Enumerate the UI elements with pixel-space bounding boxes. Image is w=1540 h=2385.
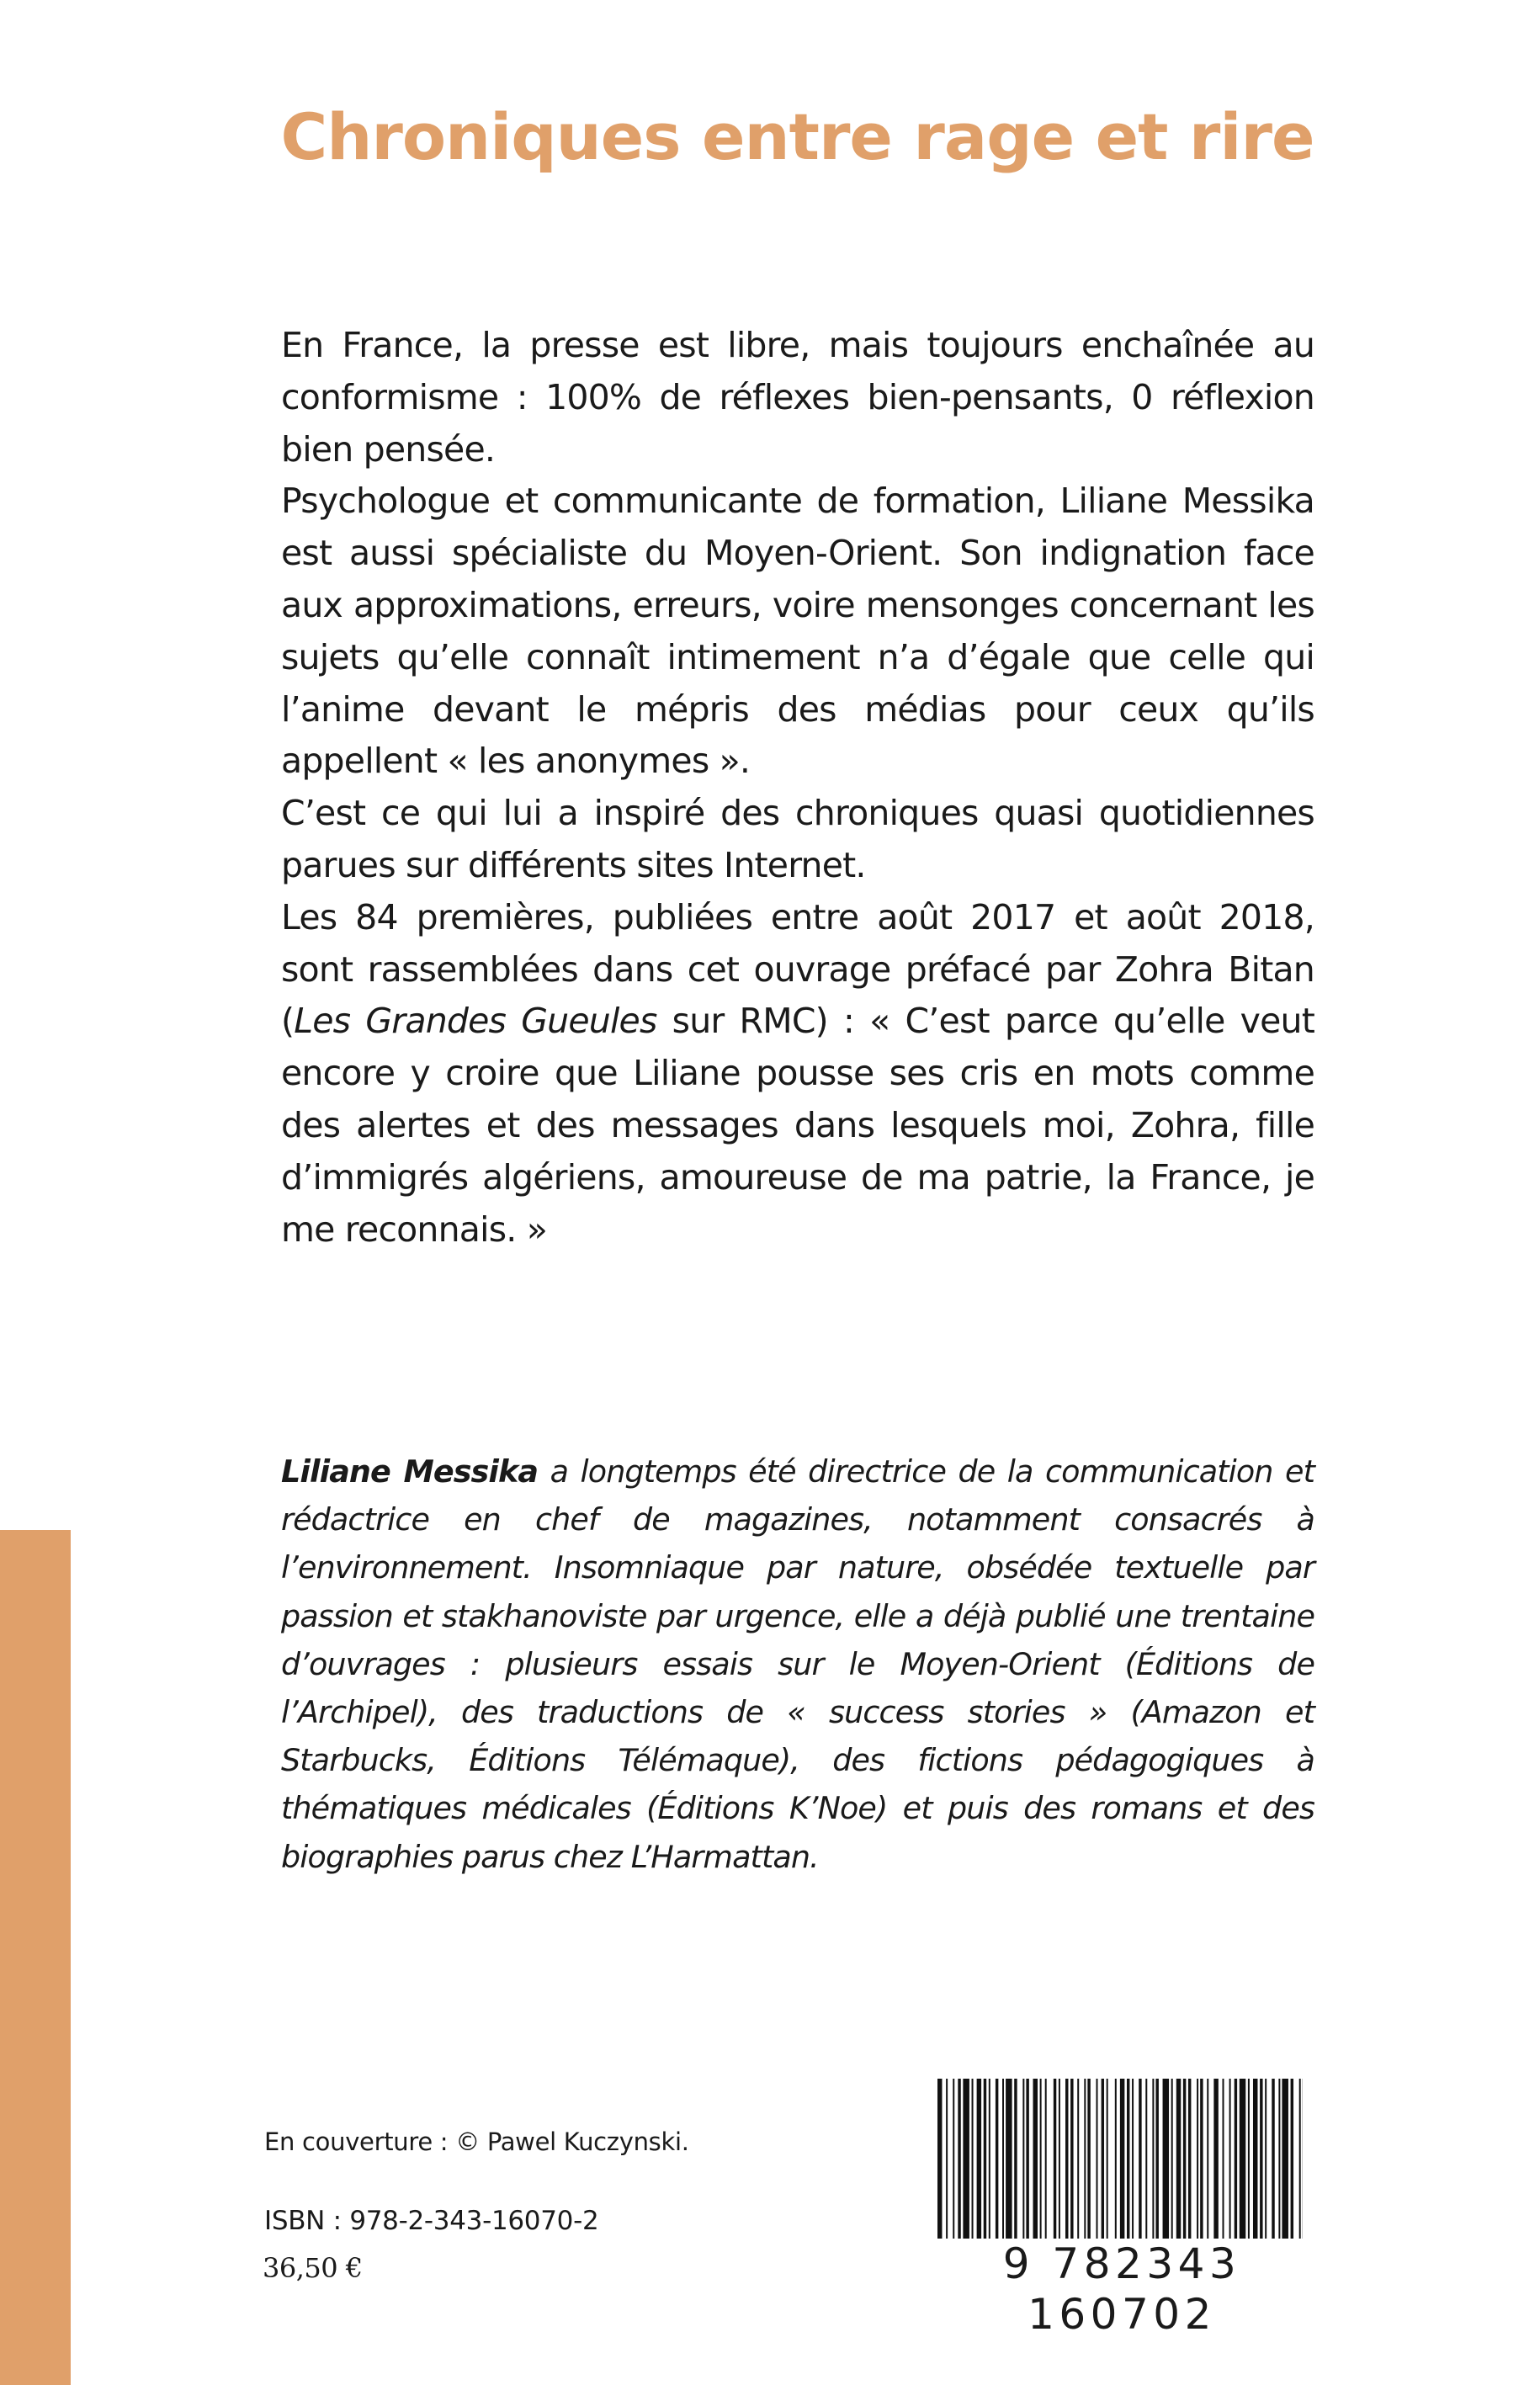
side-color-band xyxy=(0,1530,71,2385)
cover-credit: En couverture : © Pawel Kuczynski. xyxy=(264,2127,689,2156)
price: 36,50 € xyxy=(263,2252,363,2284)
blurb-p4-start: Les 84 premières, publiées entre août 2017 et août 2018, sont rassemblées dans cet ouvrage préfacé par Zohra Bitan ( xyxy=(281,896,1314,1042)
blurb-paragraph-3: C’est ce qui lui a inspiré des chroniques quasi quotidiennes parues sur différents sites Internet. xyxy=(281,793,1314,885)
author-bio-text: a longtemps été directrice de la communication et rédactrice en chef de magazines, notamment consacrés à l’environnement. Insomniaque par nature, obsédée textuelle par passion et stakhanoviste par urgence, elle a déjà publié une trentaine d’ouvrages : plusieurs essais sur le Moyen-Orient (Éditions de l’Archipel), des traductions de « success stories » (Amazon et Starbucks, Éditions Télémaque), des fictions pédagogiques à thématiques médicales (Éditions K’Noe) et puis des romans et des biographies parus chez L’Harmattan. xyxy=(281,1453,1314,1875)
author-name: Liliane Messika xyxy=(281,1453,539,1490)
isbn: ISBN : 978-2-343-16070-2 xyxy=(264,2206,599,2236)
show-title: Les Grandes Gueules xyxy=(294,1001,657,1042)
back-cover-blurb xyxy=(281,320,1314,1256)
barcode-digits: 9 782343 160702 xyxy=(924,2239,1320,2340)
blurb-paragraph-1: En France, la presse est libre, mais toujours enchaînée au conformisme : 100% de réflexes bien-pensants, 0 réflexion bien pensée. xyxy=(281,325,1314,470)
author-bio xyxy=(281,1447,1314,1881)
blurb-paragraph-2: Psychologue et communicante de formation, Liliane Messika est aussi spécialiste du Moyen-Orient. Son indignation face aux approximations, erreurs, voire mensonges concernant les sujets qu’elle connaît intimement n’a d’égale que celle qui l’anime devant le mépris des médias pour ceux qu’ils appellent « les anonymes ». xyxy=(281,481,1314,782)
book-title: Chroniques entre rage et rire xyxy=(280,99,1314,174)
blurb-p4-end: sur RMC) : « C’est parce qu’elle veut encore y croire que Liliane pousse ses cris en mots comme des alertes et des messages dans lesquels moi, Zohra, fille d’immigrés algériens, amoureuse de ma patrie, la France, je me reconnais. » xyxy=(281,1001,1315,1250)
blurb-paragraph-4 xyxy=(281,892,1314,1256)
